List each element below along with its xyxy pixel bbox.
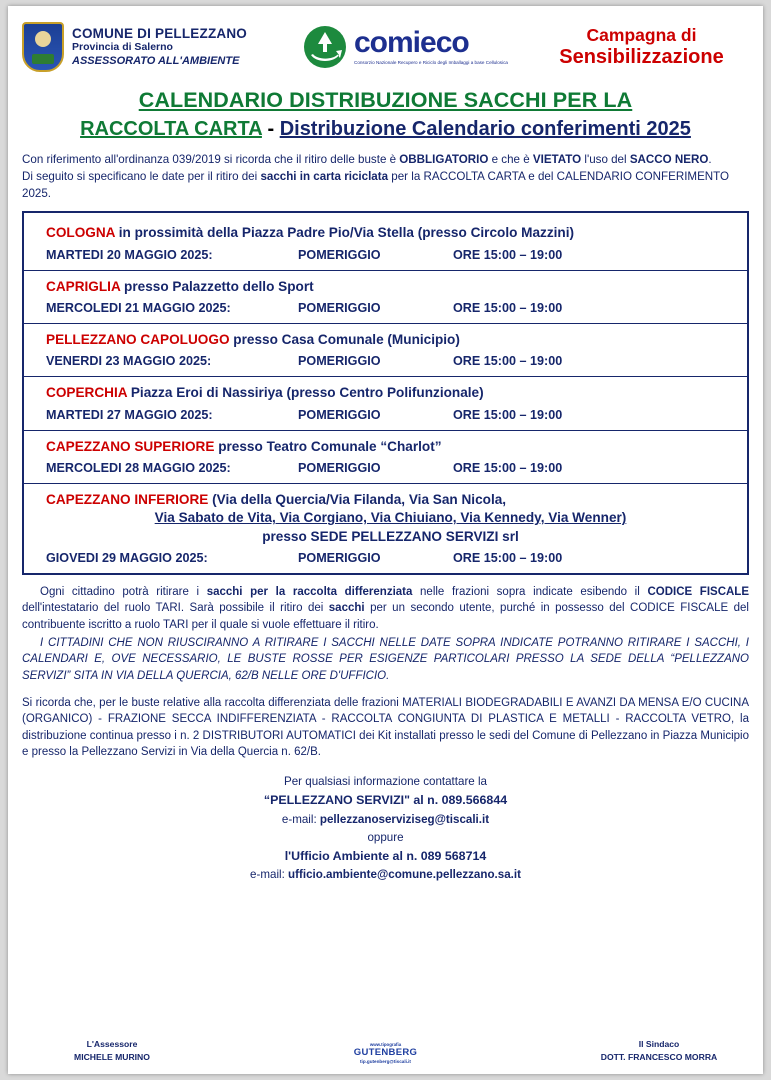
entry-hours: ORE 15:00 – 19:00 [453,407,563,422]
title-block [22,88,749,141]
entry-heading [46,491,735,509]
printer-name: GUTENBERG [353,1047,418,1059]
intro-p2c: per la RACCOLTA CARTA e del CALENDARIO CONFERIMENTO 2025. [22,169,730,200]
entry-hours: ORE 15:00 – 19:00 [453,461,563,476]
schedule-entry [24,217,747,269]
entry-detail-line2: Via Sabato de Vita, Via Corgiano, Via Chiuiano, Via Kennedy, Via Wenner) [154,510,627,526]
entry-date: MARTEDI 27 MAGGIO 2025: [46,407,213,422]
entry-date: MARTEDI 20 MAGGIO 2025: [46,247,213,262]
comune-department: ASSESSORATO ALL'AMBIENTE [72,55,240,68]
entry-heading [46,278,735,296]
email-label-1: e-mail: [281,812,320,826]
comieco-subtitle: Consorzio Nazionale Recupero e Riciclo degli Imballaggi a base Cellulosica [354,59,508,65]
entry-heading [46,331,735,349]
coat-of-arms-icon [22,22,64,72]
intro-saccone: SACCO NERO [629,153,709,166]
contacts-oppure: oppure [367,830,404,844]
entry-date: MERCOLEDI 28 MAGGIO 2025: [46,461,231,476]
note-paragraph-3 [22,695,749,760]
printer-top: www.tipografia [369,1041,402,1047]
comune-block [22,22,302,72]
comieco-wordmark: comieco [354,25,469,59]
assessore-role: L'Assessore [86,1039,138,1050]
printer-contact: tip.gutenberg@tiscali.it [360,1058,411,1064]
entry-date: MERCOLEDI 21 MAGGIO 2025: [46,301,231,316]
note1-a: Ogni cittadino potrà ritirare i [40,586,207,599]
printer-logo [311,1042,461,1064]
contact-email-1-row [22,811,749,829]
entry-period: POMERIGGIO [298,551,381,566]
entry-period: POMERIGGIO [298,407,381,422]
document-page [8,6,763,1074]
entry-detail-line1: (Via della Quercia/Via Filanda, Via San Nicola, [208,492,507,508]
entry-heading [46,384,735,402]
entry-detail-line3-wrap [46,528,735,546]
comieco-text [354,25,508,66]
entry-detail: presso Teatro Comunale “Charlot” [214,438,442,454]
entry-detail: in prossimità della Piazza Padre Pio/Via Stella (presso Circolo Mazzini) [114,225,575,241]
contacts-intro: Per qualsiasi informazione contattare la [284,775,487,789]
entry-date: GIOVEDI 29 MAGGIO 2025: [46,551,208,566]
email-value-2[interactable]: ufficio.ambiente@comune.pellezzano.sa.it [288,867,521,881]
schedule-box [22,211,749,575]
schedule-entry [24,377,747,429]
entry-place: PELLEZZANO CAPOLUOGO [46,332,230,348]
contact-email-2-row [22,866,749,884]
footer-left [22,1038,202,1064]
email-value-1[interactable]: pellezzanoserviziseg@tiscali.it [319,812,490,826]
comieco-block [303,25,533,69]
intro-paragraph [22,152,749,202]
intro-p2a: Di seguito si specificano le date per il ritiro dei [22,169,261,183]
comune-name: COMUNE DI PELLEZZANO [72,25,247,41]
sindaco-role: Il Sindaco [638,1039,680,1050]
entry-hours: ORE 15:00 – 19:00 [453,354,563,369]
entry-detail-line2-wrap [46,509,735,527]
intro-sacchi: sacchi in carta riciclata [260,169,389,183]
schedule-entry [24,271,747,323]
entry-period: POMERIGGIO [298,247,381,262]
sindaco-name: DOTT. FRANCESCO MORRA [600,1052,718,1063]
schedule-entry [24,324,747,376]
note1-g: per un secondo utente, purché in possesso del CODICE FISCALE del contribuente iscritto a ruolo TARI per il quale si vuole effettuare il ritiro. [22,602,749,631]
page-title: CALENDARIO DISTRIBUZIONE SACCHI PER LA [138,88,633,112]
intro-p1a: Con riferimento all'ordinanza 039/2019 si ricorda che il ritiro delle buste è [22,153,400,166]
entry-place: CAPRIGLIA [46,278,121,294]
page-subtitle [22,118,749,141]
entry-place: CAPEZZANO INFERIORE [46,492,209,508]
entry-row [46,301,735,315]
document-footer [22,1038,749,1064]
entry-period: POMERIGGIO [298,301,381,316]
entry-hours: ORE 15:00 – 19:00 [453,551,563,566]
entry-place: COLOGNA [46,225,115,241]
entry-period: POMERIGGIO [298,461,381,476]
intro-obbligatorio: OBBLIGATORIO [399,153,489,166]
subtitle-green: RACCOLTA CARTA [80,118,262,140]
intro-p1e: l'uso del [581,153,630,166]
entry-place: COPERCHIA [46,385,128,401]
note1-d: CODICE FISCALE [647,586,749,599]
entry-place: CAPEZZANO SUPERIORE [46,438,215,454]
entry-hours: ORE 15:00 – 19:00 [453,301,563,316]
campaign-line2: Sensibilizzazione [559,45,724,68]
note-paragraph-2 [22,635,749,684]
document-header [22,14,749,80]
contacts-section [22,773,749,883]
email-label-2: e-mail: [250,867,289,881]
contact-pellezzano-servizi: “PELLEZZANO SERVIZI" al n. 089.566844 [263,793,508,808]
campaign-line1: Campagna di [586,25,697,45]
entry-hours: ORE 15:00 – 19:00 [453,247,563,262]
entry-row [46,248,735,262]
schedule-entry [24,431,747,483]
note1-f: sacchi [328,602,365,615]
entry-row [46,551,735,565]
subtitle-dash: - [261,118,280,140]
note1-b: sacchi per la raccolta differenziata [206,586,413,599]
subtitle-blue: Distribuzione Calendario conferimenti 2025 [279,118,691,140]
note2-text: I CITTADINI CHE NON RIUSCIRANNO A RITIRARE I SACCHI NELLE DATE SOPRA INDICATE POTRANNO RITIRARE I SACCHI, I CALENDARI E, OVE NECESSARIO, LE BUSTE ROSSE PER ESIGENZE PARTICOLARI PRESSO LA SEDE DELLA “PELLEZZANO SERVIZI” SITA IN VIA DELLA QUERCIA, 62/B NELLE ORE D'UFFICIO. [22,637,749,682]
campaign-block [534,26,749,68]
recycling-icon [303,25,347,69]
entry-period: POMERIGGIO [298,354,381,369]
footer-right [569,1038,749,1064]
entry-heading [46,224,735,242]
entry-detail: Piazza Eroi di Nassiriya (presso Centro Polifunzionale) [127,385,484,401]
note1-c: nelle frazioni sopra indicate esibendo il [412,586,648,599]
entry-row [46,354,735,368]
entry-heading [46,438,735,456]
note-paragraph-1 [22,584,749,633]
intro-vietato: VIETATO [532,153,582,166]
entry-detail: presso Palazzetto dello Sport [120,278,314,294]
assessore-name: MICHELE MURINO [74,1052,150,1063]
notes-section [22,584,749,760]
intro-p1g: . [708,153,712,166]
entry-date: VENERDI 23 MAGGIO 2025: [46,354,212,369]
note3-text: Si ricorda che, per le buste relative alla raccolta differenziata delle frazioni MATERIALI BIODEGRADABILI E AVANZI DA MENSA E/O CUCINA (ORGANICO) - FRAZIONE SECCA INDIFFERENZIATA - RACCOLTA CONGIUNTA DI PLASTICA E METALLI - RACCOLTA VETRO, la distribuzione continua presso i n. 2 DISTRIBUTORI AUTOMATICI dei Kit installati presso le sedi del Comune di Pellezzano in Piazza Municipio e presso la Pellezzano Servizi in Via della Quercia n. 62/B. [22,697,749,759]
entry-row [46,461,735,475]
entry-row [46,408,735,422]
note1-e: dell'intestatario del ruolo TARI. Sarà possibile il ritiro dei [22,602,329,615]
entry-detail-line3: presso SEDE PELLEZZANO SERVIZI srl [262,528,519,544]
comune-province: Provincia di Salerno [72,41,173,54]
entry-detail: presso Casa Comunale (Municipio) [229,332,460,348]
intro-p1c: e che è [488,153,533,166]
contact-ufficio-ambiente: l'Ufficio Ambiente al n. 089 568714 [284,848,487,863]
schedule-entry-last [24,484,747,573]
comune-text [72,26,247,68]
